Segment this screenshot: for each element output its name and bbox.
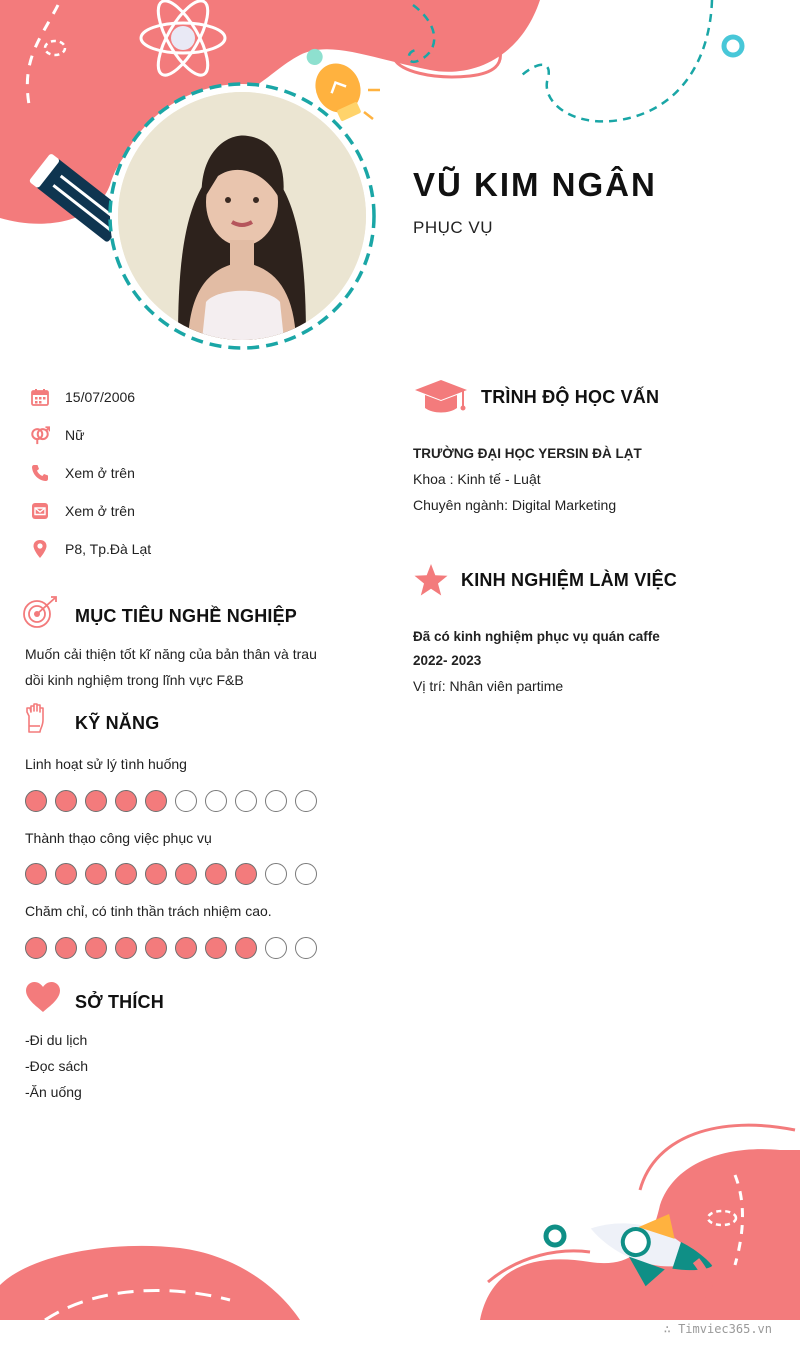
skill-label-3: Chăm chỉ, có tinh thần trách nhiệm cao. — [25, 903, 272, 919]
rating-dot-filled — [25, 937, 47, 959]
heart-icon — [25, 981, 61, 1018]
education-school: TRƯỜNG ĐẠI HỌC YERSIN ĐÀ LẠT — [413, 446, 642, 461]
rating-dot-filled — [55, 790, 77, 812]
rating-dot-empty — [295, 790, 317, 812]
experience-period: 2022- 2023 — [413, 653, 482, 668]
birthday-text: 15/07/2006 — [65, 389, 136, 405]
gender-icon — [30, 425, 50, 445]
rating-dot-filled — [205, 937, 227, 959]
rating-dot-filled — [115, 937, 137, 959]
bottom-left-blob — [0, 1246, 300, 1320]
skill-rating-3 — [25, 937, 317, 959]
education-major: Chuyên ngành: Digital Marketing — [413, 497, 617, 513]
rating-dot-empty — [265, 863, 287, 885]
skills-title: KỸ NĂNG — [75, 713, 160, 733]
objective-line-1: Muốn cải thiện tốt kĩ năng của bản thân và trau — [25, 646, 317, 662]
experience-title: KINH NGHIỆM LÀM VIỆC — [461, 570, 678, 590]
rating-dot-empty — [295, 937, 317, 959]
watermark-text: Timviec365.vn — [678, 1322, 772, 1336]
target-icon — [22, 596, 60, 635]
rating-dot-filled — [235, 937, 257, 959]
hobby-item-2: -Đọc sách — [25, 1058, 89, 1074]
skill-label-1: Linh hoạt sử lý tình huống — [25, 756, 187, 772]
gender-text: Nữ — [65, 427, 85, 443]
rating-dot-filled — [235, 863, 257, 885]
email-icon — [30, 501, 50, 521]
gender-row — [30, 423, 85, 447]
rating-dot-filled — [145, 937, 167, 959]
job-title: PHỤC VỤ — [413, 218, 494, 237]
graduation-cap-icon — [413, 378, 469, 421]
rating-dot-filled — [85, 937, 107, 959]
watermark: ∴ Timviec365.vn — [663, 1322, 772, 1336]
star-icon — [413, 563, 449, 602]
rating-dot-filled — [25, 790, 47, 812]
rating-dot-filled — [25, 863, 47, 885]
rating-dot-filled — [55, 863, 77, 885]
rating-dot-filled — [175, 863, 197, 885]
hand-icon — [24, 702, 48, 739]
experience-summary: Đã có kinh nghiệm phục vụ quán caffe — [413, 629, 660, 644]
experience-role: Vị trí: Nhân viên partime — [413, 678, 564, 694]
profile-photo — [118, 92, 366, 340]
rating-dot-empty — [235, 790, 257, 812]
rating-dot-filled — [115, 863, 137, 885]
rating-dot-empty — [295, 863, 317, 885]
education-faculty: Khoa : Kinh tế - Luật — [413, 471, 541, 487]
rating-dot-empty — [265, 937, 287, 959]
location-icon — [30, 539, 50, 559]
rating-dot-filled — [145, 863, 167, 885]
rating-dot-empty — [205, 790, 227, 812]
email-row — [30, 499, 135, 523]
phone-row — [30, 461, 135, 485]
hobby-item-3: -Ăn uống — [25, 1084, 82, 1100]
rating-dot-filled — [115, 790, 137, 812]
education-title: TRÌNH ĐỘ HỌC VẤN — [481, 387, 660, 407]
hobby-item-1: -Đi du lịch — [25, 1032, 88, 1048]
rating-dot-empty — [265, 790, 287, 812]
phone-icon — [30, 463, 50, 483]
birthday-row — [30, 385, 136, 409]
rating-dot-filled — [205, 863, 227, 885]
objective-title: MỤC TIÊU NGHỀ NGHIỆP — [75, 606, 298, 626]
rating-dot-filled — [175, 937, 197, 959]
address-text: P8, Tp.Đà Lạt — [65, 541, 152, 557]
skill-rating-2 — [25, 863, 317, 885]
calendar-icon — [30, 387, 50, 407]
email-text: Xem ở trên — [65, 503, 135, 519]
address-row — [30, 537, 152, 561]
rating-dot-filled — [85, 790, 107, 812]
skill-rating-1 — [25, 790, 317, 812]
candidate-name: VŨ KIM NGÂN — [413, 166, 657, 203]
rating-dot-filled — [55, 937, 77, 959]
objective-line-2: dồi kinh nghiệm trong lĩnh vực F&B — [25, 672, 244, 688]
hobbies-title: SỞ THÍCH — [75, 992, 164, 1012]
phone-text: Xem ở trên — [65, 465, 135, 481]
profile-photo-frame — [108, 82, 376, 350]
rating-dot-filled — [85, 863, 107, 885]
rating-dot-empty — [175, 790, 197, 812]
skill-label-2: Thành thạo công việc phục vụ — [25, 830, 212, 846]
rating-dot-filled — [145, 790, 167, 812]
